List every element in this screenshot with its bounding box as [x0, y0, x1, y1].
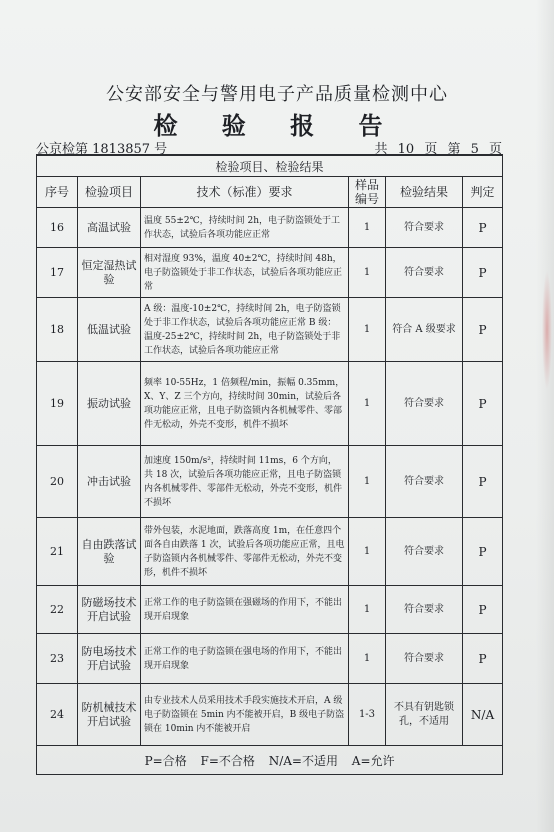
row-result: 符合要求 [386, 446, 463, 518]
col-header-requirement: 技术（标准）要求 [141, 177, 349, 208]
row-sample: 1 [349, 446, 386, 518]
table-row [37, 446, 503, 518]
row-item: 防电场技术开启试验 [78, 634, 141, 684]
row-verdict: P [463, 518, 503, 586]
seal-stamp-edge [542, 270, 552, 390]
row-requirement: 正常工作的电子防盗锁在强电场的作用下，不能出现开启现象 [141, 634, 349, 684]
row-no: 20 [37, 446, 78, 518]
row-sample: 1 [349, 208, 386, 248]
row-verdict: P [463, 362, 503, 446]
table-row [37, 518, 503, 586]
row-item: 低温试验 [78, 298, 141, 362]
row-result: 符合要求 [386, 362, 463, 446]
col-header-item: 检验项目 [78, 177, 141, 208]
row-verdict: P [463, 248, 503, 298]
row-no: 18 [37, 298, 78, 362]
section-title: 检验项目、检验结果 [37, 155, 503, 177]
row-requirement: 温度 55±2℃，持续时间 2h，电子防盗锁处于工作状态，试验后各项功能应正常 [141, 208, 349, 248]
row-item: 自由跌落试验 [78, 518, 141, 586]
section-title-row [37, 155, 503, 177]
row-item: 高温试验 [78, 208, 141, 248]
row-sample: 1 [349, 518, 386, 586]
row-verdict: P [463, 446, 503, 518]
row-requirement: 带外包装，水泥地面，跌落高度 1m，在任意四个面各自由跌落 1 次，试验后各项功能应正常，且电子防盗锁内各机械零件、零部件无松动，外壳不变形，机件不损坏 [141, 518, 349, 586]
row-no: 21 [37, 518, 78, 586]
row-sample: 1 [349, 586, 386, 634]
row-sample: 1 [349, 248, 386, 298]
table-row [37, 362, 503, 446]
row-result: 不具有钥匙锁孔，不适用 [386, 684, 463, 746]
row-requirement: 相对湿度 93%，温度 40±2℃，持续时间 48h，电子防盗锁处于非工作状态，试验后各项功能应正常 [141, 248, 349, 298]
row-result: 符合要求 [386, 248, 463, 298]
organization-name: 公安部安全与警用电子产品质量检测中心 [106, 84, 448, 105]
legend-row [37, 746, 503, 775]
table-row [37, 586, 503, 634]
row-result: 符合要求 [386, 208, 463, 248]
table-row [37, 634, 503, 684]
row-result: 符合要求 [386, 634, 463, 684]
row-item: 恒定湿热试验 [78, 248, 141, 298]
verdict-legend: P=合格 F=不合格 N/A=不适用 A=允许 [37, 746, 503, 775]
row-requirement: 正常工作的电子防盗锁在强磁场的作用下，不能出现开启现象 [141, 586, 349, 634]
page-info: 共 10 页 第 5 页 [374, 142, 502, 157]
col-header-verdict: 判定 [463, 177, 503, 208]
inspection-table [36, 154, 503, 775]
row-no: 19 [37, 362, 78, 446]
row-requirement: 频率 10-55Hz，1 倍频程/min，振幅 0.35mm，X、Y、Z 三个方向，持续时间 30min，试验后各项功能应正常，且电子防盗锁内各机械零件、零部件无松动，外壳不变形，机件不损坏 [141, 362, 349, 446]
row-verdict: P [463, 634, 503, 684]
row-no: 23 [37, 634, 78, 684]
row-result: 符合要求 [386, 518, 463, 586]
row-requirement: 加速度 150m/s²，持续时间 11ms，6 个方向，共 18 次，试验后各项功能应正常，且电子防盗锁内各机械零件、零部件无松动，外壳不变形，机件不损坏 [141, 446, 349, 518]
table-header-row [37, 177, 503, 208]
row-sample: 1 [349, 362, 386, 446]
row-no: 16 [37, 208, 78, 248]
table-row [37, 684, 503, 746]
row-verdict: P [463, 586, 503, 634]
report-title: 检 验 报 告 [153, 111, 401, 140]
row-requirement: A 级：温度-10±2℃，持续时间 2h，电子防盗锁处于非工作状态，试验后各项功能应正常 B 级：温度-25±2℃，持续时间 2h，电子防盗锁处于非工作状态，试验后各项功能应正常 [141, 298, 349, 362]
col-header-result: 检验结果 [386, 177, 463, 208]
row-result: 符合要求 [386, 586, 463, 634]
row-verdict: P [463, 208, 503, 248]
row-item: 防机械技术开启试验 [78, 684, 141, 746]
table-row [37, 298, 503, 362]
report-number: 公京检第 1813857 号 [36, 142, 168, 157]
row-item: 振动试验 [78, 362, 141, 446]
row-sample: 1 [349, 634, 386, 684]
row-item: 防磁场技术开启试验 [78, 586, 141, 634]
row-result: 符合 A 级要求 [386, 298, 463, 362]
row-verdict: P [463, 298, 503, 362]
col-header-no: 序号 [37, 177, 78, 208]
row-item: 冲击试验 [78, 446, 141, 518]
row-no: 24 [37, 684, 78, 746]
row-requirement: 由专业技术人员采用技术手段实施技术开启，A 级电子防盗锁在 5min 内不能被开启，B 级电子防盗锁在 10min 内不能被开启 [141, 684, 349, 746]
row-no: 22 [37, 586, 78, 634]
table-row [37, 208, 503, 248]
row-verdict: N/A [463, 684, 503, 746]
row-no: 17 [37, 248, 78, 298]
row-sample: 1 [349, 298, 386, 362]
row-sample: 1-3 [349, 684, 386, 746]
table-row [37, 248, 503, 298]
col-header-sample: 样品编号 [349, 177, 386, 208]
